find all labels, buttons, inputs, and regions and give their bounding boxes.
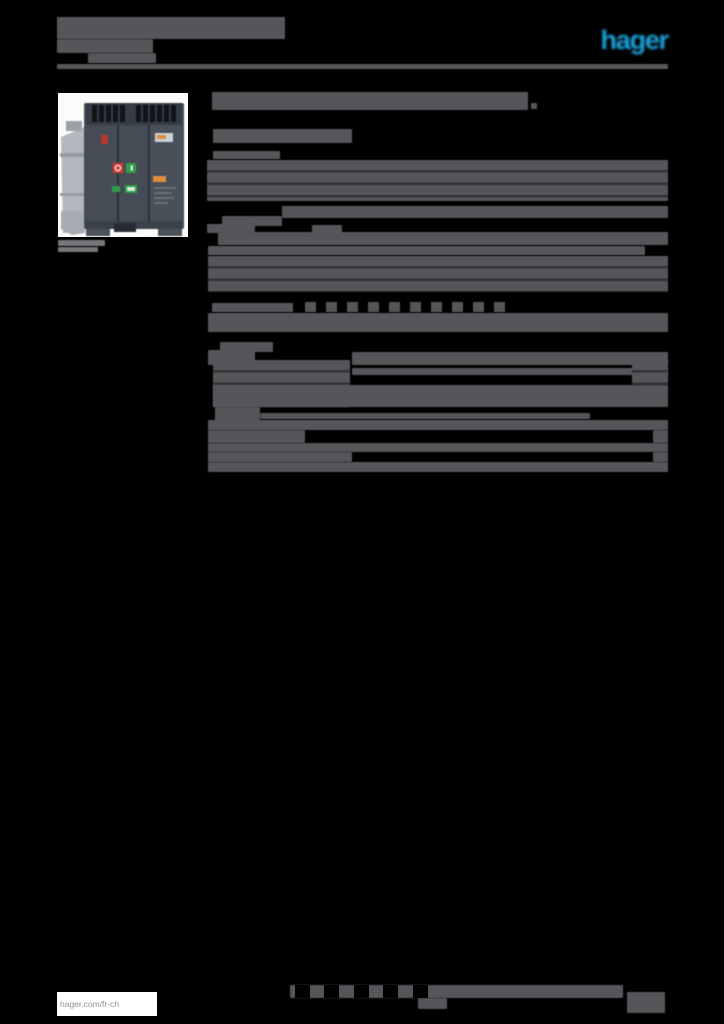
- product-photo: [58, 93, 188, 237]
- redacted-text-line: [208, 313, 668, 332]
- redacted-text-line: [208, 462, 668, 472]
- redacted-text-line: [208, 246, 645, 255]
- redacted-text-line: [213, 385, 668, 407]
- redacted-text-line: [212, 303, 293, 312]
- redacted-dotted-leader-line: [305, 302, 508, 312]
- redacted-text-line: [207, 160, 668, 201]
- social-icon[interactable]: [413, 985, 428, 998]
- redacted-text-line: [215, 407, 260, 421]
- website-link[interactable]: [57, 992, 157, 1016]
- footer-social-strip: [290, 985, 623, 998]
- redacted-product-title-line: [212, 92, 528, 110]
- redacted-document-title-line: [88, 53, 156, 63]
- redacted-text-line: [352, 352, 668, 365]
- header-divider-rule: [57, 64, 668, 69]
- circuit-breaker-illustration: [58, 93, 188, 237]
- charged-indicator: [101, 135, 108, 144]
- redacted-product-title-line: [213, 129, 352, 143]
- redacted-photo-caption-line: [58, 247, 98, 252]
- redacted-document-title-line: [57, 39, 153, 53]
- redacted-text-line: [653, 430, 668, 443]
- off-button: [113, 163, 123, 173]
- redacted-text-line: [213, 151, 280, 159]
- social-icon[interactable]: [354, 985, 369, 998]
- redacted-text-line: [260, 413, 590, 419]
- hager-logo: hager: [600, 25, 668, 55]
- social-icon[interactable]: [295, 985, 310, 998]
- redacted-text-line: [208, 256, 668, 292]
- footer-page-badge: [627, 992, 665, 1013]
- redacted-product-title-line: [531, 103, 537, 109]
- social-icon[interactable]: [324, 985, 339, 998]
- footer-small-print: [418, 998, 447, 1009]
- website-link-label: hager.com/fr-ch: [60, 999, 120, 1009]
- redacted-document-title-line: [57, 17, 285, 39]
- redacted-text-line: [218, 232, 668, 245]
- redacted-text-line: [208, 420, 668, 430]
- redacted-photo-caption-line: [58, 240, 105, 246]
- redacted-text-line: [208, 443, 668, 452]
- redacted-text-line: [632, 360, 668, 385]
- redacted-text-line: [208, 452, 352, 462]
- position-indicator: [112, 186, 120, 192]
- redacted-text-line: [282, 206, 668, 218]
- redacted-text-line: [352, 368, 668, 375]
- redacted-text-line: [653, 452, 668, 462]
- social-icon[interactable]: [383, 985, 398, 998]
- trip-unit-label: [153, 176, 166, 182]
- redacted-text-line: [208, 430, 305, 443]
